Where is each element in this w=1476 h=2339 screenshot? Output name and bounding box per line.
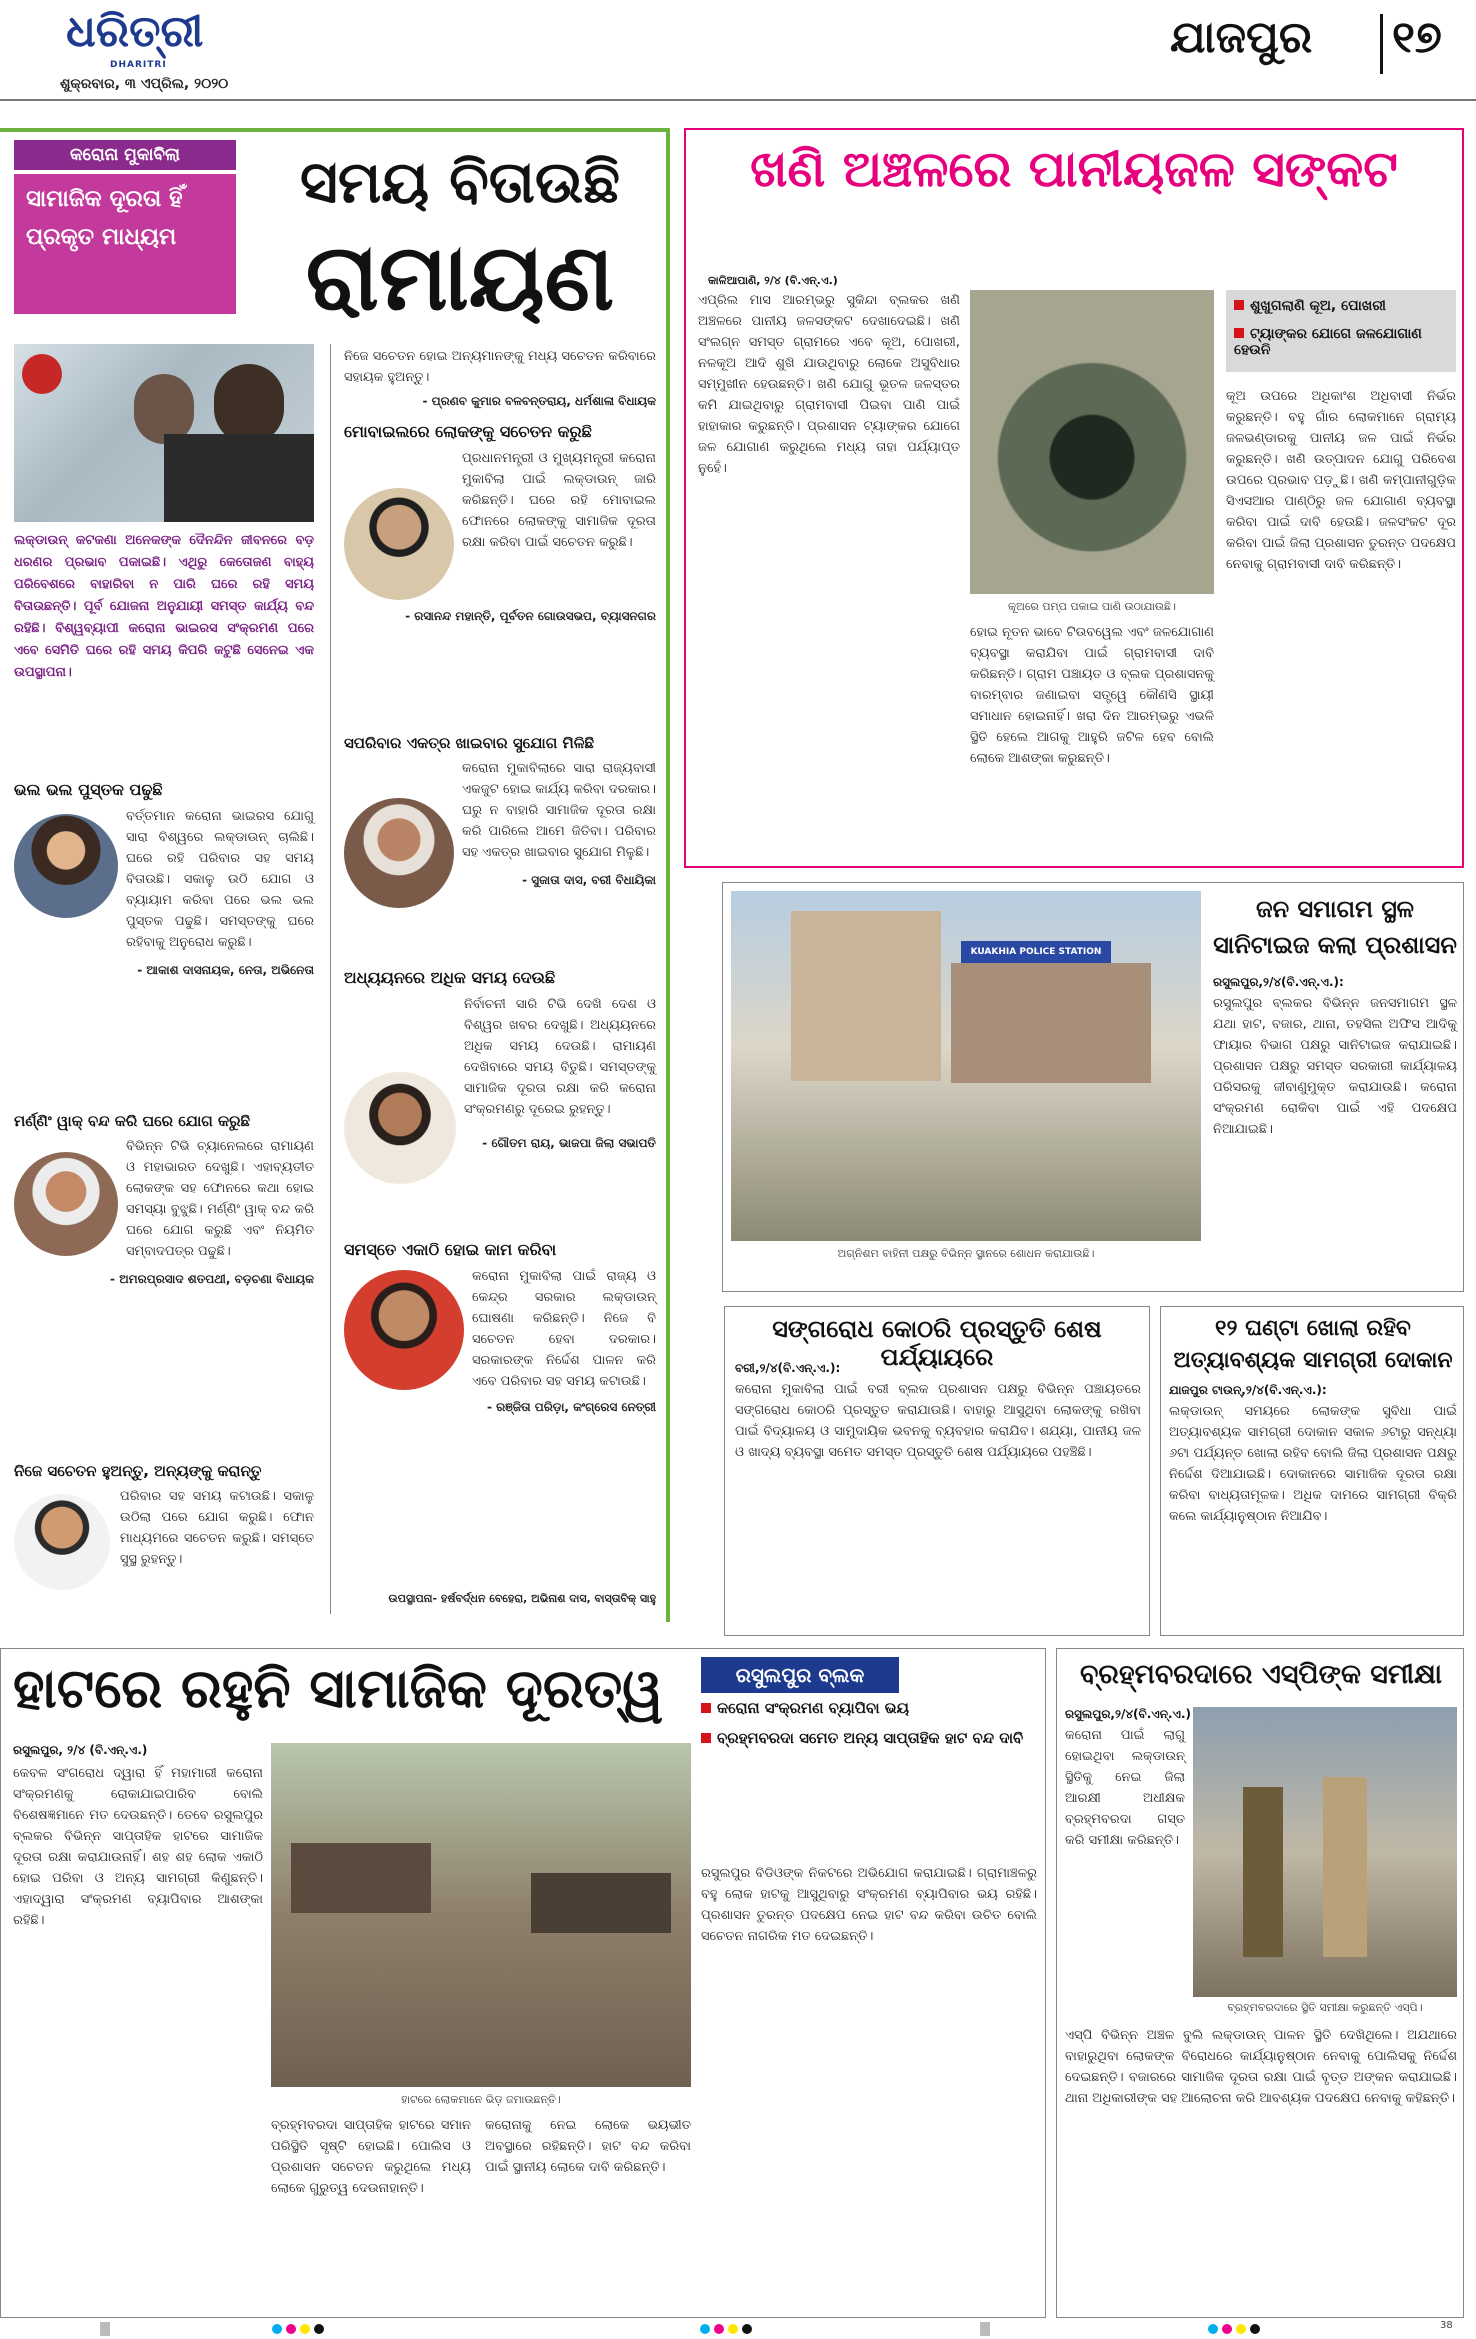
water-bullet-box bbox=[1226, 290, 1456, 372]
sanitize-title: ଜନ ସମାଗମ ସ୍ଥଳ ସାନିଟାଇଜ କଲା ପ୍ରଶାସନ bbox=[1213, 895, 1457, 959]
market-bullet-1 bbox=[701, 1699, 1037, 1717]
water-body-left: ଏପ୍ରିଲ ମାସ ଆରମ୍ଭରୁ ସୁକିନ୍ଦା ବ୍ଲକର ଖଣି ଅଞ୍ଚଳରେ ପାନୀୟ ଜଳସଙ୍କଟ ଦେଖାଦେଇଛି। ଖଣି ସଂଲଗ୍ନ ସମସ୍ତ ଗ୍ରାମରେ ଏବେ କୂଅ, ପୋଖରୀ, ନଳକୂଅ ଆଦି ଶୁଖି ଯାଉଥିବାରୁ ଲୋକେ ଅସୁବିଧାର ସମ୍ମୁଖୀନ ହେଉଛନ୍ତି। ଖଣି ଯୋଗୁ ଭୂତଳ ଜଳସ୍ତର କମି ଯାଇଥିବାରୁ ଗ୍ରାମବାସୀ ପିଇବା ପାଣି ପାଇଁ ହାହାକାର କରୁଛନ୍ତି। ପ୍ରଶାସନ ଟ୍ୟାଙ୍କର ଯୋଗେ ଜଳ ଯୋଗାଣ କରୁଥିଲେ ମଧ୍ୟ ତାହା ପର୍ଯ୍ୟାପ୍ତ ନୁହେଁ। bbox=[698, 293, 960, 476]
building-block bbox=[791, 911, 941, 1081]
shops-title: ୧୨ ଘଣ୍ଟା ଖୋଲା ରହିବ ଅତ୍ୟାବଶ୍ୟକ ସାମଗ୍ରୀ ଦୋକାନ bbox=[1173, 1316, 1453, 1373]
market-body-bottom-2: କରୋନାକୁ ନେଇ ଲୋକେ ଭୟଭୀତ ଅବସ୍ଥାରେ ରହିଛନ୍ତି। ହାଟ ବନ୍ଦ କରିବା ପାଇଁ ସ୍ଥାନୀୟ ଲୋକେ ଦାବି କରିଛନ୍ତି। bbox=[485, 2118, 691, 2175]
water-title: ଖଣି ଅଞ୍ଚଳରେ ପାନୀୟଜଳ ସଙ୍କଟ bbox=[750, 140, 1398, 198]
masthead-logo[interactable]: ଧରିତ୍ରୀ bbox=[66, 6, 204, 57]
section-4 bbox=[344, 346, 656, 409]
masthead bbox=[0, 0, 1476, 100]
fire-service-photo bbox=[731, 891, 1201, 1241]
section-7-byline: - ଗୌତମ ରାୟ, ଭାଜପା ଜିଲା ସଭାପତି bbox=[482, 1136, 656, 1150]
section-1-byline: - ଆକାଶ ଦାସନାୟକ, ନେତା, ଅଭିନେତା bbox=[137, 963, 314, 977]
sanitize-story bbox=[722, 882, 1464, 1292]
footer bbox=[0, 2318, 1476, 2339]
section-5-heading: ମୋବାଇଲରେ ଲୋକଙ୍କୁ ସଚେତନ କରୁଛି bbox=[344, 422, 592, 441]
section-8-body: କରୋନା ମୁକାବିଲା ପାଇଁ ରାଜ୍ୟ ଓ କେନ୍ଦ୍ର ସରକାର ଲକ୍‌ଡାଉନ୍ ଘୋଷଣା କରିଛନ୍ତି। ନିଜେ ବି ସଚେତନ ହେବା ଦରକାର। ସରକାରଙ୍କ ନିର୍ଦ୍ଦେଶ ପାଳନ କରି ଏବେ ପରିବାର ସହ ସମୟ କଟାଉଛି। bbox=[472, 1269, 656, 1389]
market-block-label: ରସୁଲପୁର ବ୍ଲକ bbox=[701, 1657, 899, 1693]
sp-body-top: କରୋନା ପାଇଁ ଲାଗୁ ହୋଇଥିବା ଲକ୍‌ଡାଉନ୍ ସ୍ଥିତିକୁ ନେଇ ଜିଲା ଆରକ୍ଷୀ ଅଧୀକ୍ଷକ ବ୍ରହ୍ମବରଦା ଗସ୍ତ କରି ସମୀକ୍ଷା କରିଛନ୍ତି। bbox=[1065, 1728, 1185, 1848]
police-station-sign: KUAKHIA POLICE STATION bbox=[961, 941, 1111, 963]
water-bullet-1-text: ଶୁଖୁଗଲାଣି କୂଅ, ପୋଖରୀ bbox=[1250, 298, 1386, 314]
section-1 bbox=[14, 780, 314, 978]
color-dot-black bbox=[742, 2324, 752, 2334]
section-2 bbox=[14, 1112, 314, 1287]
sanitize-caption: ଅଗ୍ନିଶମ ବାହିନୀ ପକ୍ଷରୁ ବିଭିନ୍ନ ସ୍ଥାନରେ ଶୋଧନ କରାଯାଉଛି। bbox=[837, 1247, 1095, 1260]
sp-title: ବ୍ରହ୍ମବରଦାରେ ଏସ୍‌ପିଙ୍କ ସମୀକ୍ଷା bbox=[1080, 1659, 1442, 1690]
color-dot-magenta bbox=[714, 2324, 724, 2334]
color-dot-yellow bbox=[300, 2324, 310, 2334]
section-6-byline: - ସୁଜାତା ଦାସ, ବରୀ ବିଧାୟିକା bbox=[522, 873, 656, 887]
section-8-byline: - ରଞ୍ଜିତା ପରିଡ଼ା, କଂଗ୍ରେସ ନେତ୍ରୀ bbox=[486, 1400, 656, 1414]
masthead-divider bbox=[1380, 14, 1383, 74]
section-7-heading: ଅଧ୍ୟୟନରେ ଅଧିକ ସମୟ ଦେଉଛି bbox=[344, 968, 556, 987]
ramayana-credit: ଉପସ୍ଥାପନା- ହର୍ଷବର୍ଦ୍ଧନ ବେହେରା, ଅଭିନାଶ ଦାସ, ବାସ୍ତାବିକ୍ ସାହୁ bbox=[388, 1592, 656, 1605]
section-3-body: ପରିବାର ସହ ସମୟ କଟାଉଛି। ସକାଳୁ ଉଠିଲା ପରେ ଯୋଗ କରୁଛି। ଫୋନ ମାଧ୍ୟମରେ ସଚେତନ କରୁଛି। ସମସ୍ତେ ସୁସ୍ଥ ରୁହନ୍ତୁ। bbox=[120, 1489, 314, 1567]
portrait-candidate bbox=[14, 1494, 110, 1590]
color-dot-cyan bbox=[700, 2324, 710, 2334]
section-1-heading: ଭଲ ଭଲ ପୁସ୍ତକ ପଢୁଛି bbox=[14, 780, 163, 799]
water-dateline: କାଳିଆପାଣି, ୨/୪ (ବି.ଏନ୍.ଏ.) bbox=[708, 274, 838, 287]
color-dot-yellow bbox=[1236, 2324, 1246, 2334]
water-bullet-1 bbox=[1234, 298, 1448, 314]
color-dot-yellow bbox=[728, 2324, 738, 2334]
sanitize-dateline: ରସୁଲପୁର,୨/୪(ବି.ଏନ୍.ଏ.): bbox=[1213, 975, 1344, 989]
section-5-body: ପ୍ରଧାନମନ୍ତ୍ରୀ ଓ ମୁଖ୍ୟମନ୍ତ୍ରୀ କରୋନା ମୁକାବିଲା ପାଇଁ ଲକ୍‌ଡାଉନ୍ ଜାରି କରିଛନ୍ତି। ଘରେ ରହି ମୋବାଇଲ ଫୋନରେ ଲୋକଙ୍କୁ ସାମାଜିକ ଦୂରତା ରକ୍ଷା କରିବା ପାଇଁ ସଚେତନ କରୁଛି। bbox=[462, 451, 656, 550]
color-dot-black bbox=[1250, 2324, 1260, 2334]
ramayana-tag: ସାମାଜିକ ଦୂରତା ହିଁ ପ୍ରକୃତ ମାଧ୍ୟମ bbox=[14, 174, 236, 314]
shops-body: ଲକ୍‌ଡାଉନ୍ ସମୟରେ ଲୋକଙ୍କ ସୁବିଧା ପାଇଁ ଅତ୍ୟାବଶ୍ୟକ ସାମଗ୍ରୀ ଦୋକାନ ସକାଳ ୬ଟାରୁ ସନ୍ଧ୍ୟା ୬ଟା ପର୍ଯ୍ୟନ୍ତ ଖୋଲା ରହିବ ବୋଲି ଜିଲା ପ୍ରଶାସନ ପକ୍ଷରୁ ନିର୍ଦ୍ଦେଶ ଦିଆଯାଇଛି। ଦୋକାନରେ ସାମାଜିକ ଦୂରତା ରକ୍ଷା କରିବା ବାଧ୍ୟତାମୂଳକ। ଅଧିକ ଦାମରେ ସାମଗ୍ରୀ ବିକ୍ରି କଲେ କାର୍ଯ୍ୟାନୁଷ୍ଠାନ ନିଆଯିବ। bbox=[1169, 1404, 1457, 1524]
market-crowd-photo bbox=[271, 1743, 691, 2087]
quarantine-story bbox=[724, 1306, 1150, 1636]
masthead-section: ଯାଜପୁର bbox=[1170, 12, 1313, 63]
portrait-sujata bbox=[344, 798, 454, 908]
water-body-right: କୂଅ ଉପରେ ଅଧିକାଂଶ ଅଧିବାସୀ ନିର୍ଭର କରୁଛନ୍ତି। ବହୁ ଗାଁର ଲୋକମାନେ ଗ୍ରାମ୍ୟ ଜଳଭଣ୍ଡାରକୁ ପାନୀୟ ଜଳ ପାଇଁ ନିର୍ଭର କରୁଛନ୍ତି। ଖଣି ଉତ୍ପାଦନ ଯୋଗୁ ପରିବେଶ ଉପରେ ପ୍ରଭାବ ପଡ଼ୁଛି। ଖଣି କମ୍ପାନୀଗୁଡ଼ିକ ସିଏସଆର ପାଣ୍ଠିରୁ ଜଳ ଯୋଗାଣ ବ୍ୟବସ୍ଥା କରିବା ପାଇଁ ଦାବି ହେଉଛି। ଜଳସଂକଟ ଦୂର କରିବା ପାଇଁ ଜିଲା ପ୍ରଶାସନ ତୁରନ୍ତ ପଦକ୍ଷେପ ନେବାକୁ ଗ୍ରାମବାସୀ ଦାବି କରିଛନ୍ତି। bbox=[1226, 389, 1456, 572]
section-3 bbox=[14, 1462, 314, 1570]
person-silhouette bbox=[164, 434, 314, 522]
market-dateline: ରସୁଲପୁର, ୨/୪ (ବି.ଏନ୍.ଏ.) bbox=[13, 1743, 148, 1757]
color-dot-magenta bbox=[1222, 2324, 1232, 2334]
officer-figure bbox=[1243, 1787, 1283, 1957]
sanitize-body: ରସୁଲପୁର ବ୍ଲକର ବିଭିନ୍ନ ଜନସମାଗମ ସ୍ଥଳ ଯଥା ହାଟ, ବଜାର, ଥାନା, ତହସିଲ ଅଫିସ ଆଦିକୁ ଫାୟାର ବିଭାଗ ପକ୍ଷରୁ ସାନିଟାଇଜ କରାଯାଇଛି। ପ୍ରଶାସନ ପକ୍ଷରୁ ସମସ୍ତ ସରକାରୀ କାର୍ଯ୍ୟାଳୟ ପରିସରକୁ ଜୀବାଣୁମୁକ୍ତ କରାଯାଉଛି। କରୋନା ସଂକ୍ରମଣ ରୋକିବା ପାଇଁ ଏହି ପଦକ୍ଷେପ ନିଆଯାଇଛି। bbox=[1213, 996, 1457, 1137]
masthead-rule bbox=[0, 99, 1476, 101]
color-dot-cyan bbox=[272, 2324, 282, 2334]
footer-page-ref: 38 bbox=[1440, 2320, 1453, 2331]
water-body-mid: ହୋଇ ନୂତନ ଭାବେ ଟିଉବୱେଲ ଏବଂ ଜଳଯୋଗାଣ ବ୍ୟବସ୍ଥା କରାଯିବା ପାଇଁ ଗ୍ରାମବାସୀ ଦାବି କରିଛନ୍ତି। ଗ୍ରାମ ପଞ୍ଚାୟତ ଓ ବ୍ଲକ ପ୍ରଶାସନକୁ ବାରମ୍ବାର ଜଣାଇବା ସତ୍ତ୍ୱେ କୌଣସି ସ୍ଥାୟୀ ସମାଧାନ ହୋଇନାହିଁ। ଖରା ଦିନ ଆରମ୍ଭରୁ ଏଭଳି ସ୍ଥିତି ହେଲେ ଆଗକୁ ଆହୁରି ଜଟିଳ ହେବ ବୋଲି ଲୋକେ ଆଶଙ୍କା କରୁଛନ୍ତି। bbox=[970, 625, 1214, 766]
market-body-left: କେବଳ ସଂଗରୋଧ ଦ୍ୱାରା ହିଁ ମହାମାରୀ କରୋନା ସଂକ୍ରମଣକୁ ରୋକାଯାଇପାରିବ ବୋଲି ବିଶେଷଜ୍ଞମାନେ ମତ ଦେଉଛନ୍ତି। ତେବେ ରସୁଲପୁର ବ୍ଲକର ବିଭିନ୍ନ ସାପ୍ତାହିକ ହାଟରେ ସାମାଜିକ ଦୂରତା ରକ୍ଷା କରାଯାଉନାହିଁ। ଶହ ଶହ ଲୋକ ଏକାଠି ହୋଇ ପରିବା ଓ ଅନ୍ୟ ସାମଗ୍ରୀ କିଣୁଛନ୍ତି। ଏହାଦ୍ୱାରା ସଂକ୍ରମଣ ବ୍ୟାପିବାର ଆଶଙ୍କା ରହିଛି। bbox=[13, 1766, 263, 1928]
water-story bbox=[684, 128, 1464, 868]
section-8-heading: ସମସ୍ତେ ଏକାଠି ହୋଇ କାମ କରିବା bbox=[344, 1240, 557, 1259]
color-dot-magenta bbox=[286, 2324, 296, 2334]
water-well-photo bbox=[970, 290, 1214, 594]
portrait-akash bbox=[14, 814, 118, 918]
lockdown-family-photo bbox=[14, 344, 314, 522]
ramayana-title-2: ରାମାୟଣ bbox=[305, 224, 615, 331]
portrait-ranjita bbox=[344, 1270, 464, 1390]
section-6 bbox=[344, 734, 656, 888]
portrait-rasananda bbox=[344, 488, 454, 600]
section-7 bbox=[344, 968, 656, 1151]
sp-body: ଏସ୍‌ପି ବିଭିନ୍ନ ଅଞ୍ଚଳ ବୁଲି ଲକ୍‌ଡାଉନ୍ ପାଳନ ସ୍ଥିତି ଦେଖିଥିଲେ। ଅଯଥାରେ ବାହାରୁଥିବା ଲୋକଙ୍କ ବିରୋଧରେ କାର୍ଯ୍ୟାନୁଷ୍ଠାନ ନେବାକୁ ପୋଲିସକୁ ନିର୍ଦ୍ଦେଶ ଦେଇଛନ୍ତି। ବଜାରରେ ସାମାଜିକ ଦୂରତା ରକ୍ଷା ପାଇଁ ବୃତ୍ତ ଅଙ୍କନ କରାଯାଇଛି। ଥାନା ଅଧିକାରୀଙ୍କ ସହ ଆଲୋଚନା କରି ଆବଶ୍ୟକ ପଦକ୍ଷେପ ନେବାକୁ କହିଛନ୍ତି। bbox=[1065, 2028, 1457, 2106]
building-block bbox=[951, 963, 1151, 1083]
market-caption: ହାଟରେ ଲୋକମାନେ ଭିଡ଼ ଜମାଉଛନ୍ତି। bbox=[401, 2093, 561, 2106]
section-6-body: କରୋନା ମୁକାବିଲାରେ ସାରା ରାଜ୍ୟବାସୀ ଏକଜୁଟ ହୋଇ କାର୍ଯ୍ୟ କରିବା ଦରକାର। ଘରୁ ନ ବାହାରି ସାମାଜିକ ଦୂରତା ରକ୍ଷା କରି ପାରିଲେ ଆମେ ଜିତିବା। ପରିବାର ସହ ଏକତ୍ର ଖାଇବାର ସୁଯୋଗ ମିଳୁଛି। bbox=[462, 761, 656, 860]
section-2-byline: - ଅମରପ୍ରସାଦ ଶତପଥୀ, ବଡ଼ଚଣା ବିଧାୟକ bbox=[110, 1272, 314, 1286]
quarantine-body: କରୋନା ମୁକାବିଲା ପାଇଁ ବରୀ ବ୍ଲକ ପ୍ରଶାସନ ପକ୍ଷରୁ ବିଭିନ୍ନ ପଞ୍ଚାୟତରେ ସଙ୍ଗରୋଧ କୋଠରି ପ୍ରସ୍ତୁତ କରାଯାଉଛି। ବାହାରୁ ଆସୁଥିବା ଲୋକଙ୍କୁ ରଖିବା ପାଇଁ ବିଦ୍ୟାଳୟ ଓ ସାମୁଦାୟିକ ଭବନକୁ ବ୍ୟବହାର କରାଯିବ। ଶଯ୍ୟା, ପାନୀୟ ଜଳ ଓ ଖାଦ୍ୟ ବ୍ୟବସ୍ଥା ସମେତ ସମସ୍ତ ପ୍ରସ୍ତୁତି ଶେଷ ପର୍ଯ୍ୟାୟରେ ପହଞ୍ଚିଛି। bbox=[735, 1382, 1141, 1460]
ramayana-kicker: କରୋନା ମୁକାବିଲା bbox=[14, 140, 236, 170]
section-4-byline: - ପ୍ରଣବ କୁମାର ବଳବନ୍ତରାୟ, ଧର୍ମଶାଳା ବିଧାୟକ bbox=[422, 394, 656, 408]
ramayana-title-1: ସମୟ ବିତାଉଛି bbox=[300, 148, 620, 216]
section-2-heading: ମର୍ଣ୍ଣିଂ ୱାକ୍ ବନ୍ଦ କରି ଘରେ ଯୋଗ କରୁଛି bbox=[14, 1112, 250, 1130]
virus-icon bbox=[22, 354, 62, 394]
market-bullet-2-text: ବ୍ରହ୍ମବରଦା ସମେତ ଅନ୍ୟ ସାପ୍ତାହିକ ହାଟ ବନ୍ଦ ଦାବି bbox=[717, 1729, 1024, 1747]
market-story bbox=[0, 1648, 1046, 2318]
market-bullet-1-text: କରୋନା ସଂକ୍ରମଣ ବ୍ୟାପିବା ଭୟ bbox=[717, 1699, 909, 1717]
section-2-body: ବିଭିନ୍ନ ଟିଭି ଚ୍ୟାନେଲରେ ରାମାୟଣ ଓ ମହାଭାରତ ଦେଖୁଛି। ଏହାବ୍ୟତୀତ ଲୋକଙ୍କ ସହ ଫୋନରେ କଥା ହୋଇ ସମସ୍ୟା ବୁଝୁଛି। ମର୍ଣ୍ଣିଂ ୱାକ୍ ବନ୍ଦ କରି ଘରେ ଯୋଗ କରୁଛି ଏବଂ ନିୟମିତ ସମ୍ବାଦପତ୍ର ପଢୁଛି। bbox=[126, 1139, 314, 1259]
water-photo-caption: କୂଅରେ ପମ୍ପ ପକାଇ ପାଣି ଉଠାଯାଉଛି। bbox=[1008, 600, 1176, 613]
bullet-square-icon bbox=[701, 1733, 711, 1743]
market-shed bbox=[291, 1843, 431, 1913]
color-dot-black bbox=[314, 2324, 324, 2334]
section-4-body: ନିଜେ ସଚେତନ ହୋଇ ଅନ୍ୟମାନଙ୍କୁ ମଧ୍ୟ ସଚେତନ କରିବାରେ ସହାୟକ ହୁଅନ୍ତୁ। bbox=[344, 349, 656, 385]
sp-story bbox=[1056, 1648, 1464, 2318]
water-bullet-2 bbox=[1234, 326, 1448, 358]
masthead-logo-sub: DHARITRI bbox=[110, 60, 167, 70]
market-title: ହାଟରେ ରହୁନି ସାମାଜିକ ଦୂରତ୍ୱ bbox=[13, 1657, 664, 1720]
market-bullet-2 bbox=[701, 1729, 1037, 1747]
sp-dateline: ରସୁଲପୁର,୨/୪(ବି.ଏନ୍.ଏ.) bbox=[1065, 1707, 1192, 1721]
section-1-body: ବର୍ତ୍ତମାନ କରୋନା ଭାଇରସ ଯୋଗୁ ସାରା ବିଶ୍ୱରେ ଲକ୍‌ଡାଉନ୍ ଚାଲିଛି। ଘରେ ରହି ପରିବାର ସହ ସମୟ ବିତାଉଛି। ସକାଳୁ ଉଠି ଯୋଗ ଓ ବ୍ୟାୟାମ କରିବା ପରେ ଭଲ ଭଲ ପୁସ୍ତକ ପଢୁଛି। ସମସ୍ତଙ୍କୁ ଘରେ ରହିବାକୁ ଅନୁରୋଧ କରୁଛି। bbox=[126, 809, 314, 950]
sp-review-photo bbox=[1193, 1707, 1457, 1997]
person-silhouette bbox=[214, 364, 284, 444]
portrait-amar bbox=[14, 1152, 118, 1256]
section-5 bbox=[344, 422, 656, 624]
color-registration-bar bbox=[980, 2322, 990, 2336]
officer-figure bbox=[1323, 1777, 1367, 1957]
color-registration-bar bbox=[100, 2322, 110, 2336]
shops-story bbox=[1160, 1306, 1464, 1636]
sp-caption: ବ୍ରହ୍ମବରଦାରେ ସ୍ଥିତି ସମୀକ୍ଷା କରୁଛନ୍ତି ଏସ୍‌ପି। bbox=[1227, 2001, 1423, 2014]
shops-dateline: ଯାଜପୁର ଟାଉନ୍,୨/୪(ବି.ଏନ୍.ଏ.): bbox=[1169, 1383, 1327, 1397]
ramayana-intro: ଲକ୍‌ଡାଉନ୍ କଟକଣା ଅନେକଙ୍କ ଦୈନନ୍ଦିନ ଜୀବନରେ ବଡ଼ ଧରଣର ପ୍ରଭାବ ପକାଇଛି। ଏଥିରୁ କେତୋଜଣ ବାହ୍ୟ ପରିବେଶରେ ବାହାରିବା ନ ପାରି ଘରେ ରହି ସମୟ ବିତାଉଛନ୍ତି। ପୂର୍ବ ଯୋଜନା ଅନୁଯାୟୀ ସମସ୍ତ କାର୍ଯ୍ୟ ବନ୍ଦ ରହିଛି। ବିଶ୍ୱବ୍ୟାପୀ କରୋନା ଭାଇରସ ସଂକ୍ରମଣ ପରେ ଏବେ ସେମିତି ଘରେ ରହି ସମୟ କିପରି କଟୁଛି ସେନେଇ ଏକ ଉପସ୍ଥାପନା। bbox=[14, 533, 314, 680]
section-5-byline: - ରସାନନ୍ଦ ମହାନ୍ତି, ପୂର୍ବତନ ଗୋଉସଭପ, ବ୍ୟାସନଗର bbox=[405, 609, 656, 623]
quarantine-dateline: ବରୀ,୨/୪(ବି.ଏନ୍.ଏ.): bbox=[735, 1361, 841, 1375]
bullet-square-icon bbox=[701, 1703, 711, 1713]
ramayana-story bbox=[0, 128, 670, 1622]
section-7-body: ନିର୍ବାଚନୀ ସାରି ଟିଭି ଦେଖି ଦେଶ ଓ ବିଶ୍ୱର ଖବର ଦେଖୁଛି। ଅଧ୍ୟୟନରେ ଅଧିକ ସମୟ ଦେଉଛି। ରାମାୟଣ ଦେଖିବାରେ ସମୟ ବିତୁଛି। ସମସ୍ତଙ୍କୁ ସାମାଜିକ ଦୂରତା ରକ୍ଷା କରି କରୋନା ସଂକ୍ରମଣରୁ ଦୂରେଇ ରୁହନ୍ତୁ। bbox=[464, 997, 656, 1117]
section-8 bbox=[344, 1240, 656, 1415]
section-6-heading: ସପରିବାର ଏକତ୍ର ଖାଇବାର ସୁଯୋଗ ମିଳିଛି bbox=[344, 734, 595, 752]
bullet-square-icon bbox=[1234, 328, 1244, 338]
portrait-gautam bbox=[344, 1072, 456, 1184]
market-body-bottom-1: ବ୍ରହ୍ମବରଦା ସାପ୍ତାହିକ ହାଟରେ ସମାନ ପରିସ୍ଥିତି ସୃଷ୍ଟି ହୋଇଛି। ପୋଲିସ ଓ ପ୍ରଶାସନ ସଚେତନ କରୁଥିଲେ ମଧ୍ୟ ଲୋକେ ଗୁରୁତ୍ୱ ଦେଉନାହାନ୍ତି। bbox=[271, 2118, 471, 2196]
market-shed bbox=[531, 1873, 671, 1933]
bullet-square-icon bbox=[1234, 300, 1244, 310]
section-3-heading: ନିଜେ ସଚେତନ ହୁଅନ୍ତୁ, ଅନ୍ୟଙ୍କୁ କରାନ୍ତୁ bbox=[14, 1462, 262, 1480]
ramayana-column-rule bbox=[330, 344, 331, 1614]
color-dot-cyan bbox=[1208, 2324, 1218, 2334]
water-bullet-2-text: ଟ୍ୟାଙ୍କର ଯୋଗେ ଜଳଯୋଗାଣ ହେଉନି bbox=[1234, 326, 1422, 358]
page-number: ୧୭ bbox=[1392, 12, 1442, 63]
market-bullets bbox=[701, 1699, 1037, 1849]
market-body-right: ରସୁଲପୁର ବିଡିଓଙ୍କ ନିକଟରେ ଅଭିଯୋଗ କରାଯାଇଛି। ଗ୍ରାମାଞ୍ଚଳରୁ ବହୁ ଲୋକ ହାଟକୁ ଆସୁଥିବାରୁ ସଂକ୍ରମଣ ବ୍ୟାପିବାର ଭୟ ରହିଛି। ପ୍ରଶାସନ ତୁରନ୍ତ ପଦକ୍ଷେପ ନେଇ ହାଟ ବନ୍ଦ କରିବା ଉଚିତ ବୋଲି ସଚେତନ ନାଗରିକ ମତ ଦେଇଛନ୍ତି। bbox=[701, 1866, 1037, 1944]
masthead-date: ଶୁକ୍ରବାର, ୩ ଏପ୍ରିଲ, ୨୦୨୦ bbox=[60, 76, 229, 92]
quarantine-title: ସଙ୍ଗରୋଧ କୋଠରି ପ୍ରସ୍ତୁତି ଶେଷ ପର୍ଯ୍ୟାୟରେ bbox=[772, 1315, 1102, 1371]
